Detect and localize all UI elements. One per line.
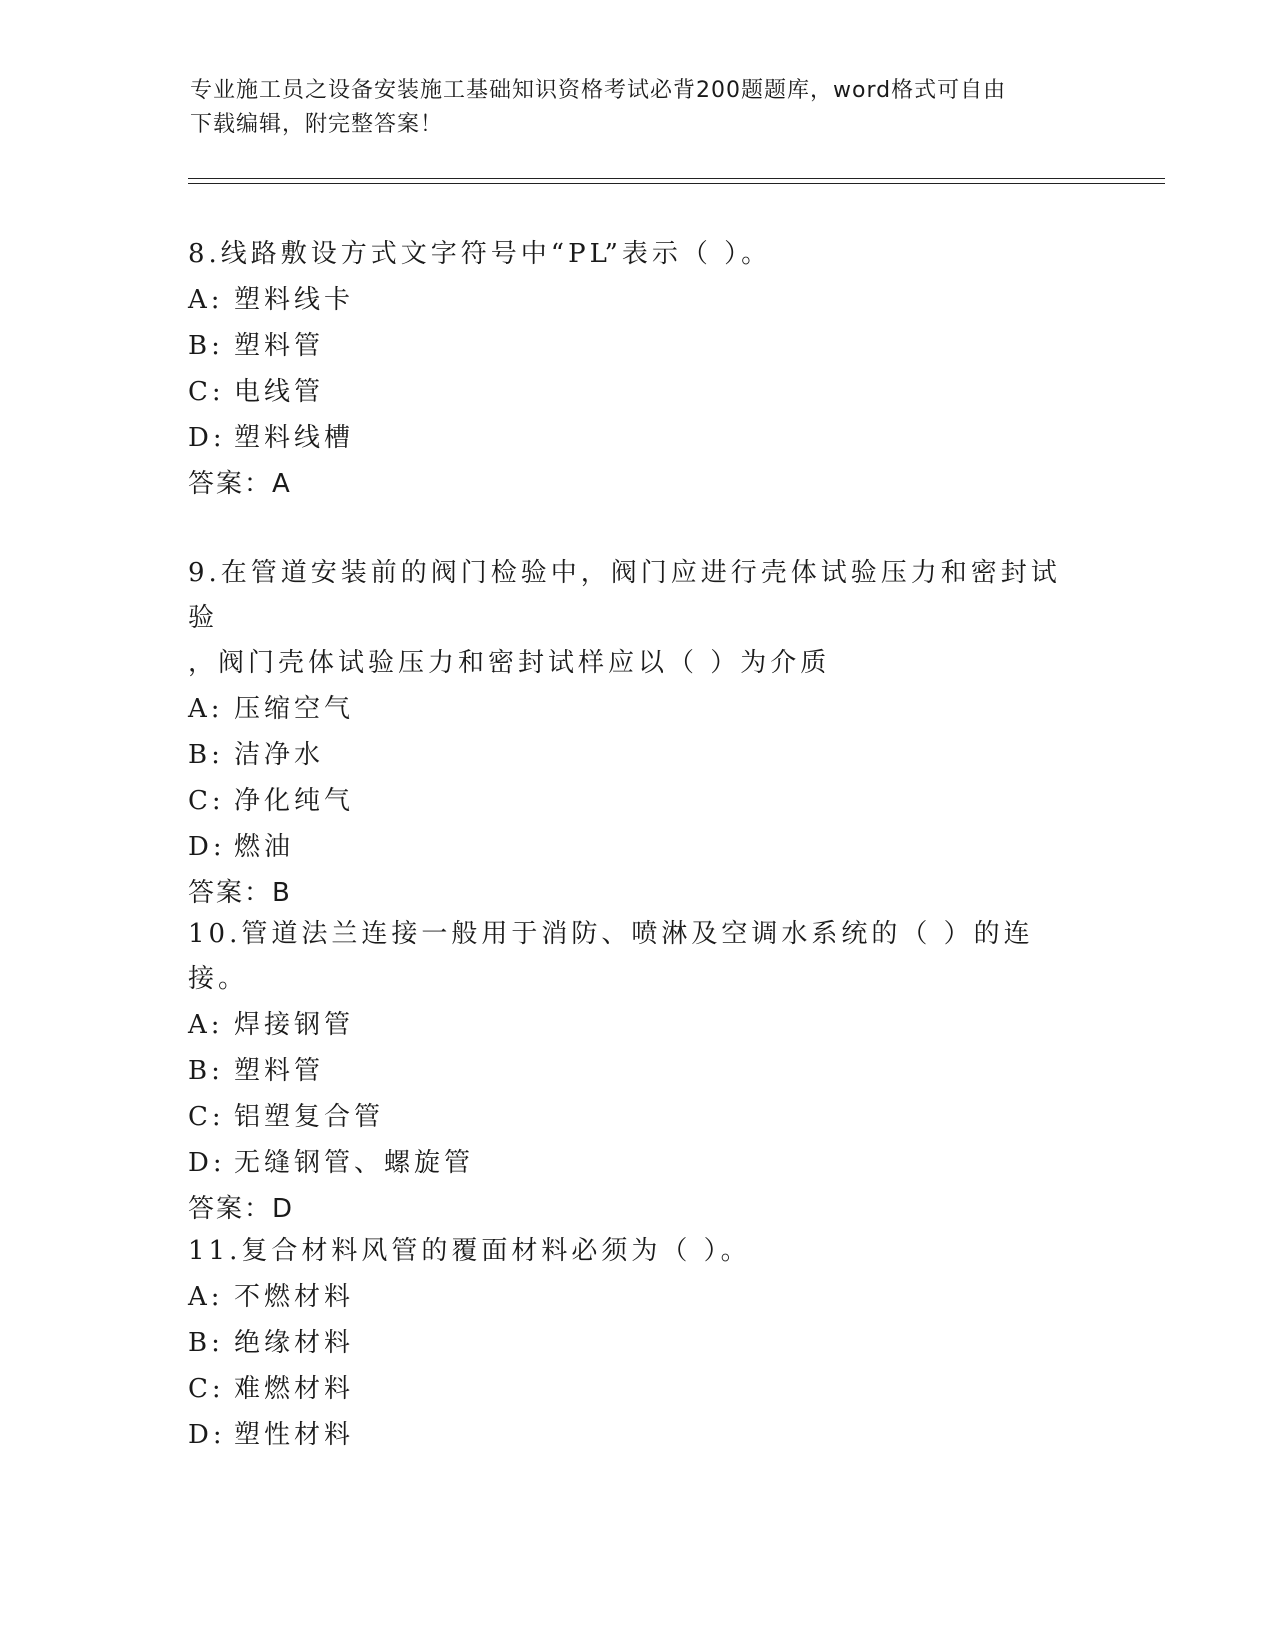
- option-text: 塑料线槽: [234, 423, 355, 453]
- option-a: [188, 1274, 1088, 1320]
- option-letter: B:: [188, 740, 224, 770]
- option-text: 焊接钢管: [234, 1010, 355, 1040]
- option-letter: C:: [188, 377, 225, 407]
- option-b: [188, 1320, 1088, 1366]
- question-9: [188, 551, 1088, 916]
- option-text: 电线管: [234, 377, 325, 407]
- option-letter: D:: [188, 1420, 226, 1450]
- option-letter: A:: [188, 1282, 224, 1312]
- option-c: [188, 778, 1088, 824]
- header-line-2: 下载编辑，附完整答案！: [190, 112, 444, 137]
- option-letter: A:: [188, 1010, 224, 1040]
- option-text: 塑料线卡: [234, 285, 355, 315]
- option-text: 绝缘材料: [234, 1328, 355, 1358]
- document-header: [190, 74, 1090, 142]
- option-text: 洁净水: [234, 740, 325, 770]
- answer-label: 答案：B: [188, 878, 292, 908]
- question-10: [188, 912, 1088, 1232]
- option-letter: B:: [188, 1328, 224, 1358]
- option-letter: A:: [188, 285, 224, 315]
- question-8: [188, 232, 1088, 507]
- option-d: [188, 1412, 1088, 1458]
- option-letter: D:: [188, 423, 226, 453]
- answer-label: 答案：D: [188, 1194, 295, 1224]
- question-text: 8.线路敷设方式文字符号中“PL”表示（ ）。: [188, 239, 772, 269]
- header-divider-top: [188, 178, 1165, 179]
- header-line-1: 专业施工员之设备安装施工基础知识资格考试必背200题题库，word格式可自由: [190, 78, 1007, 103]
- option-letter: B:: [188, 331, 224, 361]
- option-letter: B:: [188, 1056, 224, 1086]
- option-text: 铝塑复合管: [234, 1102, 385, 1132]
- option-letter: C:: [188, 786, 225, 816]
- option-d: [188, 415, 1088, 461]
- option-a: [188, 1002, 1088, 1048]
- option-text: 塑性材料: [234, 1420, 355, 1450]
- option-d: [188, 1140, 1088, 1186]
- option-b: [188, 1048, 1088, 1094]
- option-text: 塑料管: [234, 1056, 325, 1086]
- option-c: [188, 1094, 1088, 1140]
- option-text: 净化纯气: [234, 786, 355, 816]
- question-text-line-2: ，阀门壳体试验压力和密封试样应以（ ）为介质: [188, 648, 831, 678]
- option-b: [188, 323, 1088, 369]
- option-a: [188, 277, 1088, 323]
- option-text: 不燃材料: [234, 1282, 355, 1312]
- question-text-line-1: 9.在管道安装前的阀门检验中，阀门应进行壳体试验压力和密封试验: [188, 558, 1061, 633]
- option-letter: D:: [188, 1148, 226, 1178]
- option-d: [188, 824, 1088, 870]
- option-text: 塑料管: [234, 331, 325, 361]
- option-letter: A:: [188, 694, 224, 724]
- header-divider-bottom: [188, 183, 1165, 184]
- answer-label: 答案：A: [188, 469, 292, 499]
- option-text: 无缝钢管、螺旋管: [234, 1148, 475, 1178]
- option-a: [188, 686, 1088, 732]
- option-text: 压缩空气: [234, 694, 355, 724]
- option-text: 难燃材料: [234, 1374, 355, 1404]
- option-letter: C:: [188, 1374, 225, 1404]
- option-c: [188, 1366, 1088, 1412]
- question-text: 11.复合材料风管的覆面材料必须为（ ）。: [188, 1236, 751, 1266]
- option-letter: C:: [188, 1102, 225, 1132]
- option-c: [188, 369, 1088, 415]
- question-11: [188, 1229, 1088, 1458]
- option-letter: D:: [188, 832, 226, 862]
- option-b: [188, 732, 1088, 778]
- option-text: 燃油: [234, 832, 295, 862]
- question-text: 10.管道法兰连接一般用于消防、喷淋及空调水系统的（ ）的连接。: [188, 919, 1034, 994]
